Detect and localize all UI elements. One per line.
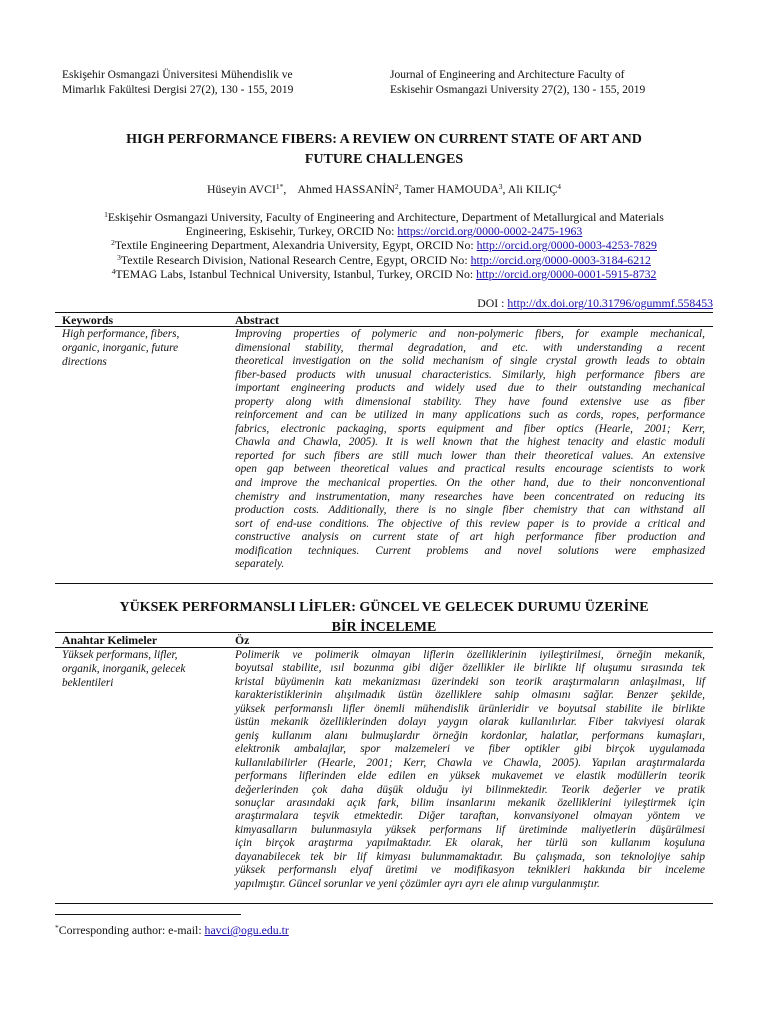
author-affiliation-mark: 3: [498, 182, 503, 191]
keywords-line: directions: [62, 355, 107, 368]
keywords-line: organik, inorganik, gelecek: [62, 662, 186, 675]
author-affiliation-mark: 1*: [275, 182, 284, 191]
affiliation-text: Eskişehir Osmangazi University, Faculty of Engineering and Architecture, Department of Metallurgical and Materials: [107, 210, 664, 224]
orcid-link[interactable]: http://orcid.org/0000-0003-3184-6212: [470, 252, 651, 267]
abstract-line: Improving properties of polymeric and non-polymeric fibers, for example mechanical,: [235, 328, 705, 340]
title-line: HIGH PERFORMANCE FIBERS: A REVIEW ON CURRENT STATE OF ART AND: [126, 132, 642, 147]
abstract-line: open gap between theoretical values and practical results encourage scientists to work: [235, 463, 705, 476]
abstract-turkish: [235, 649, 705, 891]
abstract-line: modification techniques. Current problems and novel solutions were emphasized: [235, 544, 705, 557]
keywords-line: High performance, fibers,: [62, 328, 180, 340]
affiliation-1: [55, 210, 713, 224]
header-line: Mimarlık Fakültesi Dergisi 27(2), 130 - 155, 2019: [62, 84, 294, 96]
affiliation-mark: 2: [111, 238, 115, 248]
affiliation-text: Textile Research Division, National Research Centre, Egypt, ORCID No:: [120, 252, 471, 267]
orcid-link[interactable]: https://orcid.org/0000-0002-2475-1963: [397, 224, 583, 239]
paper-title-english: [55, 130, 713, 170]
abstract-heading: Öz: [235, 633, 250, 647]
abstract-line: separately.: [235, 558, 285, 571]
keywords-line: Yüksek performans, lifler,: [62, 649, 178, 661]
abstract-line: sort of end-use conditions. The objective of this review paper is to provide a critical and: [235, 517, 705, 530]
journal-header-english: [390, 68, 720, 98]
title-line: BİR İNCELEME: [331, 620, 437, 635]
doi-label: DOI :: [477, 296, 508, 310]
abstract-line: kimyasalların bulunmasıyla yüksek performans lif üretiminde maliyetlerin düşürülmesi: [235, 823, 705, 836]
abstract-line: karakteristiklerinin alışılmadık üstün özelliklere sahip olmasını sağlar. Benzer şekilde,: [235, 689, 705, 702]
table-header-rule: [55, 326, 713, 327]
affiliation-3: [55, 253, 713, 267]
abstract-line: dayanabilecek tek bir lif kimyası bulunmamaktadır. Bu çalışmada, son teknolojiye sahip: [235, 850, 705, 863]
abstract-line: değerlerinden çok daha düşük olduğu iyi bilinmektedir. Teorik değerler ve pratik: [235, 783, 705, 796]
abstract-line: üstün mekanik özelliklerinden dolayı yaygın olarak kullanılırlar. Fiber takviyesi olarak: [235, 716, 705, 729]
affiliation-mark: 1: [104, 210, 108, 219]
author-separator: ,: [502, 182, 508, 196]
abstract-line: elektronik ambalajlar, spor malzemeleri ve fiber optikler gibi birçok uygulamada: [235, 743, 705, 756]
abstract-line: property along with dimensional stability. They have found extensive use as fiber: [235, 395, 705, 408]
abstract-line: kristal büyümenin katı mekanizması üzerindeki son teorik araştırmaların anlaşılması, lif: [235, 675, 705, 688]
affiliation-4: [55, 267, 713, 281]
author-affiliation-mark: 2: [394, 182, 399, 191]
doi-link[interactable]: http://dx.doi.org/10.31796/ogummf.558453: [507, 296, 713, 310]
affiliation-list: [55, 210, 713, 281]
abstract-line: Chawla and Chawla, 2005). It is well known that the highest tenacity and elastic moduli: [235, 436, 705, 449]
header-line: Eskisehir Osmangazi University 27(2), 130 - 155, 2019: [390, 84, 646, 96]
abstract-line: and improve the mechanical properties. On the other hand, due to their nonconventional: [235, 477, 705, 490]
abstract-line: production costs. Additionally, there is no single fiber chemistry that can withstand all: [235, 504, 705, 517]
abstract-line: yüksek performanslı lifler önemli mühendislik ürünleridir ve boyutsal stabilite ile birlikte: [235, 702, 705, 715]
table-bottom-rule: [55, 903, 713, 904]
author-affiliation-mark: 4: [557, 182, 562, 191]
keywords-heading: Anahtar Kelimeler: [62, 633, 158, 647]
abstract-line: için birçok araştırma yapılmaktadır. Ek olarak, her türlü son kullanım koşuluna: [235, 837, 705, 850]
author-name: Ali KILIÇ: [507, 182, 558, 196]
author-separator: ,: [283, 182, 296, 196]
abstract-line: performans liflerinden elde edilen en yüksek mukavemet ve elastik modüllerin teorik: [235, 770, 705, 783]
abstract-line: boyutsal stabilite, ısıl bozunma gibi diğer özellikler ile birlikte lif oluşumu sırasında tek: [235, 662, 705, 675]
abstract-line: Polimerik ve polimerik olmayan liflerin özelliklerinin iyileştirilmesi, örneğin mekanik,: [235, 649, 705, 661]
author-name: Hüseyin AVCI: [206, 182, 276, 196]
title-line: YÜKSEK PERFORMANSLI LİFLER: GÜNCEL VE GELECEK DURUMU ÜZERİNE: [119, 600, 649, 615]
table-header-rule: [55, 647, 713, 648]
author-name: Ahmed HASSANİN: [297, 182, 395, 196]
orcid-link[interactable]: http://orcid.org/0000-0003-4253-7829: [476, 238, 657, 253]
table-top-rule: [55, 312, 713, 313]
abstract-line: fabrics, electronic packaging, sports equipment and fiber optics (Hearle, 2001; Kerr,: [235, 422, 705, 435]
abstract-line: sonuçlar arasındaki açık fark, bilim insanlarını mekanik özelliklerini iyileştirmek için: [235, 796, 705, 809]
abstract-english: [235, 328, 705, 572]
affiliation-text: Textile Engineering Department, Alexandria University, Egypt, ORCID No:: [114, 238, 477, 253]
footnote-mark: *: [55, 923, 59, 932]
keywords-line: organic, inorganic, future: [62, 341, 179, 354]
title-line: FUTURE CHALLENGES: [304, 152, 464, 167]
abstract-heading: Abstract: [235, 313, 279, 327]
affiliation-text: Engineering, Eskisehir, Turkey, ORCID No:: [185, 224, 398, 239]
author-name: Tamer HAMOUDA: [404, 182, 499, 196]
abstract-line: yapılmıştır. Güncel sorunlar ve yeni çözümler ayrı ayrı ele alınıp vurgulanmıştır.: [235, 877, 600, 890]
abstract-line: yüksek performanslı elyaf üretimi ve modifikasyon teknikleri hakkında bir inceleme: [235, 864, 705, 877]
journal-header-turkish: [62, 68, 382, 98]
keywords-list: [62, 328, 232, 369]
abstract-line: important engineering products and widely used due to their outstanding mechanical: [235, 382, 705, 395]
abstract-line: fiber-based products with unusual characteristics. Similarly, high performance fibers are: [235, 368, 705, 381]
affiliation-mark: 4: [111, 266, 116, 276]
abstract-line: reported for such fibers are still much lower than their theoretical values. An extensive: [235, 449, 705, 462]
orcid-link[interactable]: http://orcid.org/0000-0001-5915-8732: [476, 266, 657, 281]
author-list: [55, 182, 713, 197]
corresponding-author-footnote: [55, 923, 289, 937]
abstract-line: araştırmalara teşvik etmektedir. Diğer taraftan, konvansiyonel olmayan yöntem ve: [235, 810, 705, 823]
affiliation-1-continued: [55, 224, 713, 238]
abstract-line: constructive analysis on current state of art high performance fiber production and: [235, 531, 705, 544]
keywords-list: [62, 649, 232, 690]
abstract-line: dimensional stability, thermal degradation, and etc. with understanding a recent: [235, 341, 705, 354]
footnote-rule: [55, 914, 241, 915]
abstract-line: theoretical investigation on the solid mechanism of single crystal growth leads to obtain: [235, 355, 705, 368]
abstract-line: kullanılabilirler (Hearle, 2001; Kerr, Chawla ve Chawla, 2005). Yapılan araştırmalarda: [235, 756, 705, 769]
author-separator: ,: [398, 182, 405, 196]
footnote-text: Corresponding author: e-mail:: [58, 923, 205, 937]
affiliation-text: TEMAG Labs, Istanbul Technical University, Istanbul, Turkey, ORCID No:: [115, 266, 477, 281]
abstract-line: reinforcement and can be utilized in many applications such as cords, ropes, performance: [235, 409, 705, 422]
abstract-line: geniş kullanım alanı bulmuşlardır örneğin kordonlar, halatlar, performans kumaşları,: [235, 729, 705, 742]
keywords-line: beklentileri: [62, 676, 114, 689]
doi-line: [300, 296, 713, 310]
header-line: Eskişehir Osmangazi Üniversitesi Mühendislik ve: [62, 69, 293, 81]
affiliation-2: [55, 238, 713, 252]
keywords-heading: Keywords: [62, 313, 114, 327]
header-line: Journal of Engineering and Architecture Faculty of: [390, 69, 625, 81]
abstract-line: chemistry and instrumentation, many researches have been concentrated on reducing its: [235, 490, 705, 503]
affiliation-mark: 3: [117, 252, 121, 262]
email-link[interactable]: havci@ogu.edu.tr: [204, 923, 289, 937]
table-bottom-rule: [55, 583, 713, 584]
